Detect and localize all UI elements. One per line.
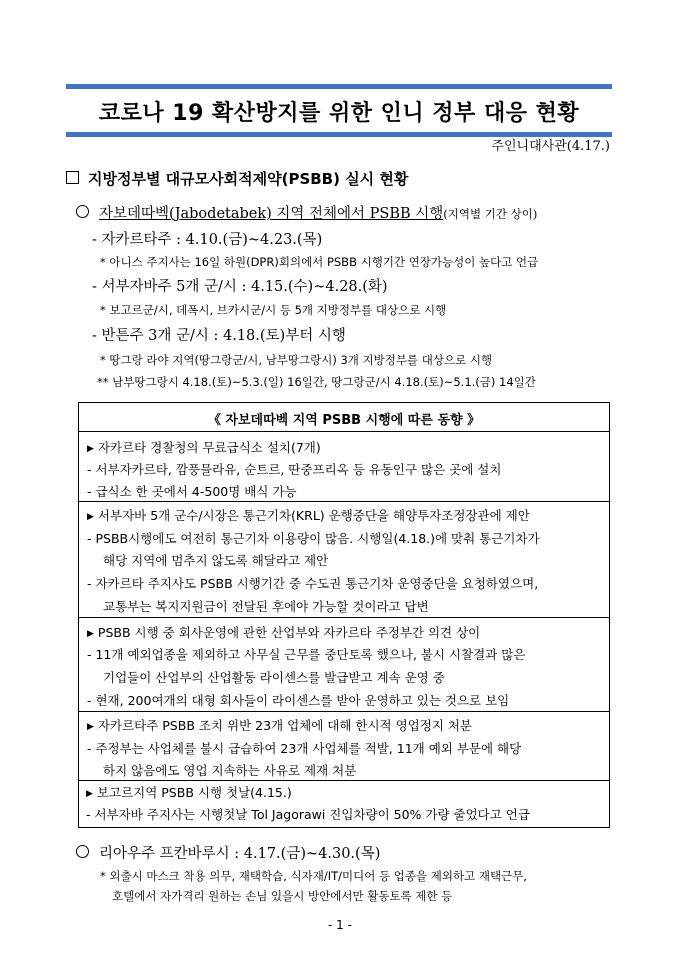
- section-title: 지방정부별 대규모사회적제약(PSBB) 실시 현황: [88, 170, 409, 188]
- box-divider: [79, 711, 609, 712]
- westjava-line: - 서부자바주 5개 군/시 : 4.15.(수)~4.28.(화): [92, 279, 388, 295]
- banten-note-2: ** 남부땅그랑시 4.18.(토)~5.3.(일) 16일간, 땅그랑군/시 4.18.(토)~5.1.(금) 14일간: [97, 375, 536, 389]
- triangle-bullet-icon: ▶: [87, 629, 94, 639]
- box-divider: [79, 780, 609, 781]
- group-5-line-1: - 서부자바 주지사는 시행첫날 Tol Jagorawi 진입차량이 50% 가량 줄었다고 언급: [86, 807, 530, 822]
- westjava-note: * 보고르군/시, 데폭시, 브카시군/시 등 5개 지방정부를 대상으로 시행: [100, 303, 447, 317]
- group-4-line-2: 하지 않음에도 영업 지속하는 사유로 제재 처분: [103, 763, 357, 778]
- box-divider: [79, 501, 609, 502]
- banten-line: - 반튼주 3개 군/시 : 4.18.(토)부터 시행: [92, 328, 346, 344]
- group-2-head: [87, 506, 530, 524]
- page-title: 코로나 19 확산방지를 위한 인니 정부 대응 현황: [98, 101, 580, 126]
- pekanbaru-note-2: 호텔에서 자가격리 원하는 손님 있을시 방안에서만 활동토록 제한 등: [112, 889, 453, 903]
- group-1-head-text: 자카르타 경찰청의 무료급식소 설치(7개): [97, 440, 321, 455]
- circle-bullet-icon: [76, 205, 89, 218]
- group-2-line-1: - PSBB시행에도 여전히 통근기차 이용량이 많음. 시행일(4.18.)에 맞춰 통근기차가: [87, 531, 540, 546]
- embassy-date: 주인니대사관(4.17.): [491, 139, 610, 154]
- circle-bullet-icon: [76, 845, 89, 858]
- box-divider: [79, 431, 609, 432]
- group-2-head-text: 서부자바 5개 군수/시장은 통근기차(KRL) 운행중단을 해양투자조정장관에 제안: [97, 508, 530, 523]
- page-number: - 1 -: [328, 918, 352, 932]
- jabodetabek-paren: (지역별 기간 상이): [443, 207, 538, 221]
- group-3-head: [87, 623, 480, 641]
- pekanbaru-text: 리아우주 프칸바루시 : 4.17.(금)~4.30.(목): [99, 846, 381, 862]
- group-1-line-1: - 서부자카르타, 깜풍믈라유, 순트르, 딴중프리옥 등 유동인구 많은 곳에 설치: [87, 462, 502, 477]
- banten-note-1: * 땅그랑 라야 지역(땅그랑군/시, 남부땅그랑시) 3개 지방정부를 대상으로 시행: [100, 353, 493, 367]
- group-3-head-text: PSBB 시행 중 회사운영에 관한 산업부와 자카르타 주정부간 의견 상이: [97, 625, 481, 640]
- square-bullet-icon: [66, 171, 79, 184]
- title-block: [66, 84, 612, 137]
- group-4-line-1: - 주정부는 사업체를 불시 급습하여 23개 사업체를 적발, 11개 예외 부문에 해당: [87, 741, 522, 756]
- trends-box: [78, 402, 610, 828]
- group-4-head-text: 자카르타주 PSBB 조치 위반 23개 업체에 대해 한시적 영업정지 처분: [97, 718, 473, 733]
- group-2-line-3: - 자카르타 주지사도 PSBB 시행기간 중 수도권 통근기차 운영중단을 요청하였으며,: [87, 576, 539, 591]
- group-3-line-1: - 11개 예외업종을 제외하고 사무실 근무를 중단토록 했으나, 불시 시찰결과 많은: [87, 647, 526, 662]
- jakarta-note: * 아니스 주지사는 16일 하원(DPR)회의에서 PSBB 시행기간 연장가능성이 높다고 언급: [100, 255, 539, 269]
- group-2-line-2: 해당 지역에 멈추지 않도록 해달라고 제안: [103, 553, 329, 568]
- group-3-line-3: - 현재, 200여개의 대형 회사들이 라이센스를 받아 운영하고 있는 것으로 보임: [87, 693, 510, 708]
- jabodetabek-text: 자보데따벡(Jabodetabek) 지역 전체에서 PSBB 시행: [99, 206, 444, 222]
- section-heading: [66, 168, 408, 189]
- box-divider: [79, 617, 609, 618]
- item-jabodetabek: [76, 202, 537, 223]
- group-1-head: [87, 438, 321, 456]
- group-5-head: [86, 783, 292, 801]
- triangle-bullet-icon: ▶: [87, 722, 94, 732]
- pekanbaru-note-1: * 외출시 마스크 착용 의무, 재택학습, 식자재/IT/미디어 등 업종을 제외하고 재택근무,: [100, 869, 527, 883]
- group-1-line-2: - 급식소 한 곳에서 4-500명 배식 가능: [87, 484, 297, 499]
- group-2-line-4: 교통부는 복지지원금이 전달된 후에야 가능할 것이라고 답변: [103, 599, 429, 614]
- jakarta-line: - 자카르타주 : 4.10.(금)~4.23.(목): [92, 232, 323, 248]
- triangle-bullet-icon: ▶: [87, 512, 94, 522]
- group-5-head-text: 보고르지역 PSBB 시행 첫날(4.15.): [96, 785, 292, 800]
- group-3-line-2: 기업들이 산업부의 산업활동 라이센스를 발급받고 계속 운영 중: [103, 670, 445, 685]
- item-pekanbaru: [76, 842, 380, 863]
- box-title: 《 자보데따벡 지역 PSBB 시행에 따른 동향 》: [207, 413, 481, 428]
- triangle-bullet-icon: ▶: [86, 789, 93, 799]
- group-4-head: [87, 716, 472, 734]
- triangle-bullet-icon: ▶: [87, 444, 94, 454]
